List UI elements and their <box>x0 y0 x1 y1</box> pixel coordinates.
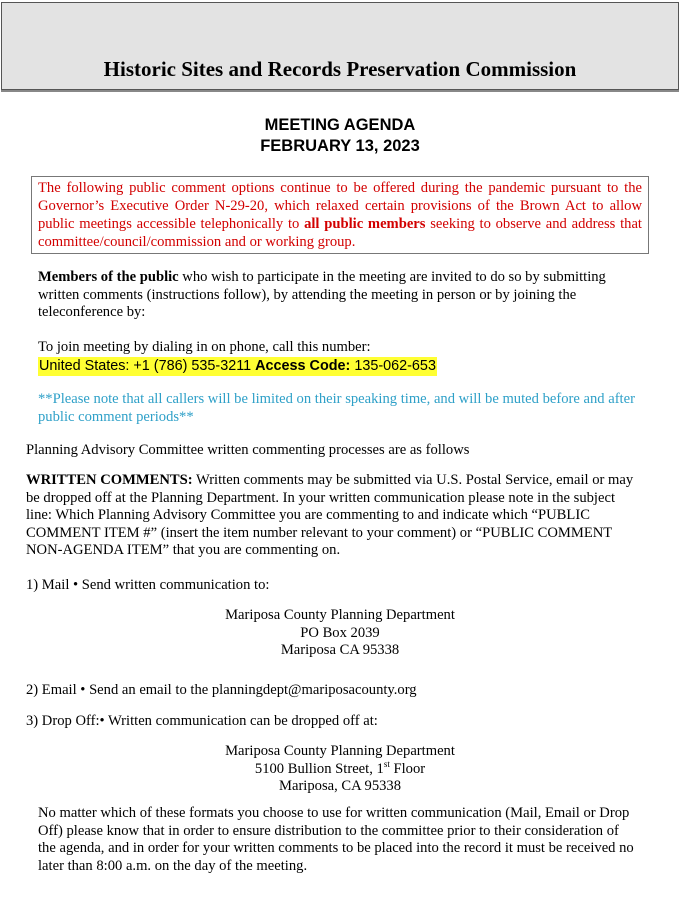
planning-line: Planning Advisory Committee written commenting processes are as follows <box>26 442 470 458</box>
members-bold: Members of the public <box>38 269 179 285</box>
notice-bold: all public members <box>304 216 426 232</box>
dropoff-street-line <box>0 758 680 779</box>
dropoff-street: 5100 Bullion Street, 1 <box>254 760 384 777</box>
members-paragraph <box>38 269 638 322</box>
mail-address-line: Mariposa CA 95338 <box>280 642 400 658</box>
mail-line: 1) Mail • Send written communication to: <box>26 577 270 593</box>
agenda-title: MEETING AGENDA <box>264 116 416 134</box>
notice-text: The following public comment options continue to be offered during the pandemic pursuant to the Governor’s Executive Order N-29-20, which relaxed certain provisions of the Brown Act to allow public meetings accessible telephonically to <box>38 180 642 232</box>
agenda-heading <box>0 115 680 157</box>
join-instructions: To join meeting by dialing in on phone, call this number: <box>38 339 371 355</box>
written-comments-bold: WRITTEN COMMENTS: <box>26 472 193 488</box>
email-line: 2) Email • Send an email to the planningdept@mariposacounty.org <box>26 682 417 698</box>
written-comments-paragraph <box>26 472 638 560</box>
dropoff-address-line: Mariposa, CA 95338 <box>278 778 402 794</box>
mail-address-line: Mariposa County Planning Department <box>225 607 455 623</box>
access-code: 135-062-653 <box>350 357 436 374</box>
members-text: who wish to participate in the meeting are invited to do so by submitting written comments (instructions follow), by attending the meeting in person or by joining the teleconference by: <box>38 269 606 320</box>
join-paragraph <box>38 339 638 376</box>
callers-note: **Please note that all callers will be limited on their speaking time, and will be muted before and after public comment periods** <box>38 391 635 425</box>
dropoff-address-line: Mariposa County Planning Department <box>225 743 455 759</box>
notice-text-end: seeking to observe and address that committee/council/commission and or working group. <box>38 216 642 250</box>
mail-address <box>0 607 680 660</box>
dropoff-street-end: Floor <box>389 760 426 777</box>
dropoff-line: 3) Drop Off:• Written communication can be dropped off at: <box>26 713 378 729</box>
final-note: No matter which of these formats you choose to use for written communication (Mail, Email or Drop Off) please know that in order to ensure distribution to the committee prior to their consideration of the agenda, and in order for your written comments to be placed into the record it must be received no later than 8:00 a.m. on the day of the meeting. <box>38 805 634 874</box>
agenda-date: FEBRUARY 13, 2023 <box>260 137 420 155</box>
dropoff-street-sup: st <box>383 758 390 769</box>
phone-highlight <box>38 357 437 376</box>
header-banner <box>1 2 679 90</box>
phone-number: United States: +1 (786) 535-3211 <box>39 357 256 374</box>
pandemic-notice-box <box>31 176 649 254</box>
document-title: Historic Sites and Records Preservation Commission <box>103 57 577 81</box>
mail-address-line: PO Box 2039 <box>300 624 380 641</box>
dropoff-address <box>0 743 680 796</box>
access-code-label: Access Code: <box>255 357 351 374</box>
written-comments-text: Written comments may be submitted via U.S. Postal Service, email or may be dropped off at the Planning Department. In your written communication please note in the subject line: Which Planning Advisory Committee you are commenting to and indicate which “PUBLIC COMMENT ITEM #” (insert the item number relevant to your comment) or “PUBLIC COMMENT NON-AGENDA ITEM” that you are commenting on. <box>26 472 634 558</box>
